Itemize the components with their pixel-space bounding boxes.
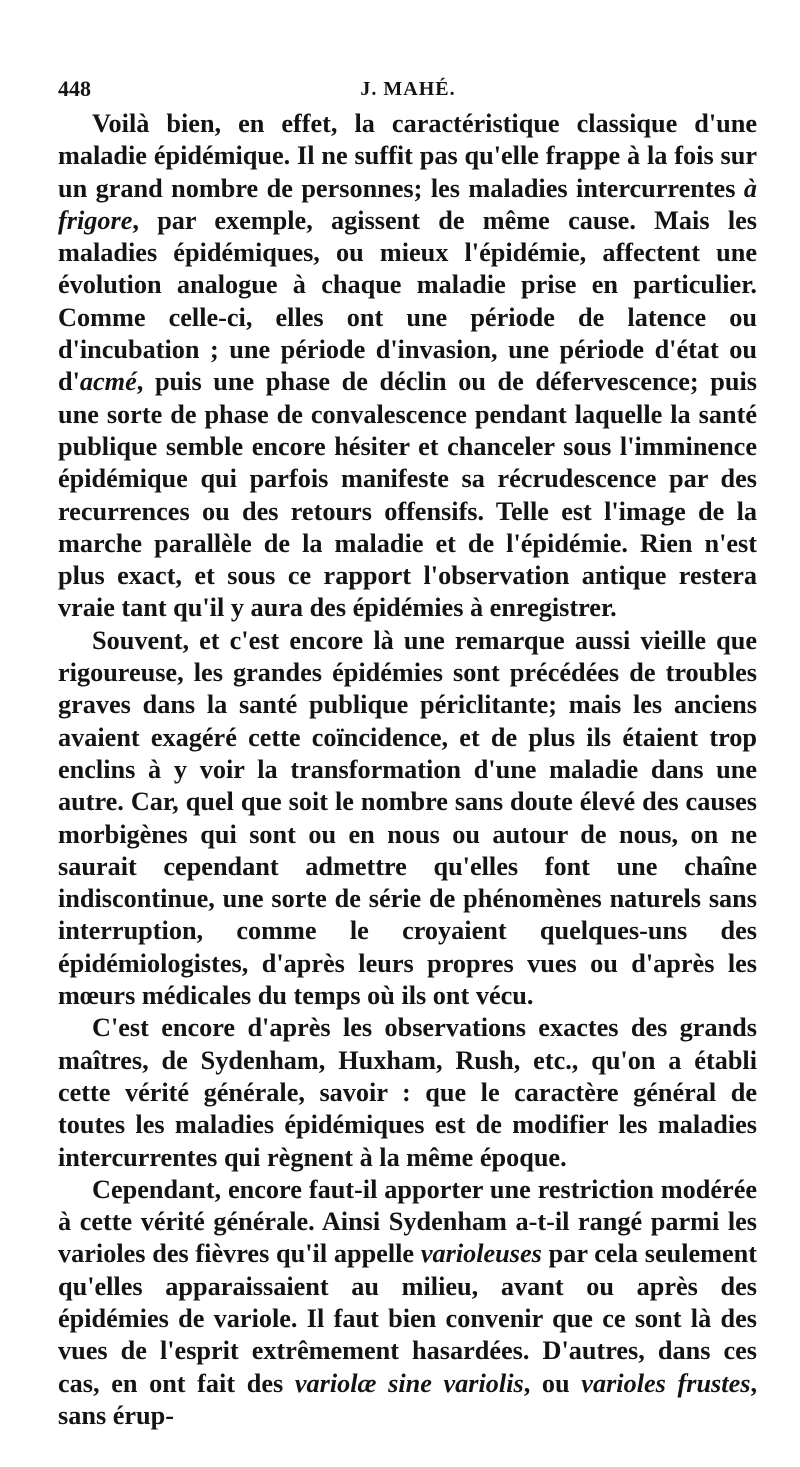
text-run: , ou [523, 1368, 582, 1398]
italic-term: acmé [79, 367, 137, 397]
paragraph-4 [58, 1174, 757, 1432]
paragraph-1 [58, 108, 757, 625]
italic-term: varioleuses [420, 1239, 542, 1269]
running-head: J. MAHÉ. [360, 78, 456, 100]
body-text [58, 108, 757, 1432]
italic-term: variolæ sine variolis [294, 1368, 524, 1398]
text-run: Voilà bien, en effet, la caractéristique classique d'une maladie épidémique. Il ne suffit pas qu'elle frappe à la fois sur un grand nombre de personnes; les maladies intercurrentes [58, 109, 757, 203]
text-run: , puis une phase de déclin ou de défervescence; puis une sorte de phase de convalescence pendant laquelle la santé publique semble encore hésiter et chanceler sous l'imminence épidémique qui parfois manifeste sa récrudescence par des recurrences ou des retours offensifs. Telle est l'image de la marche parallèle de la maladie et de l'épidémie. Rien n'est plus exact, et sous ce rapport l'observation antique restera vraie tant qu'il y aura des épidémies à enregistrer. [58, 367, 757, 623]
italic-term: à frigore [58, 173, 757, 235]
text-run: Cependant, encore faut-il apporter une restriction modérée à cette vérité générale. Ainsi Sydenham a-t-il rangé parmi les varioles des fièvres qu'il appelle [58, 1174, 757, 1269]
text-run: par cela seulement qu'elles apparaissaient au milieu, avant ou après des épidémies de variole. Il faut bien convenir que ce sont là des vues de l'esprit extrêmement hasardées. D'autres, dans ces cas, en ont fait des [58, 1239, 758, 1398]
page-header [58, 74, 758, 104]
paragraph-3: C'est encore d'après les observations exactes des grands maîtres, de Sydenham, Huxham, Rush, etc., qu'on a établi cette vérité générale, savoir : que le caractère général de toutes les maladies épidémiques est de modifier les maladies intercurrentes qui règnent à la même époque. [58, 1013, 757, 1172]
paragraph-2: Souvent, et c'est encore là une remarque aussi vieille que rigoureuse, les grandes épidémies sont précédées de troubles graves dans la santé publique périclitante; mais les anciens avaient exagéré cette coïncidence, et de plus ils étaient trop enclins à y voir la transformation d'une maladie dans une autre. Car, quel que soit le nombre sans doute élevé des causes morbigènes qui sont ou en nous ou autour de nous, on ne saurait cependant admettre qu'elles font une chaîne indiscontinue, une sorte de série de phénomènes naturels sans interruption, comme le croyaient quelques-uns des épidémiologistes, d'après leurs propres vues ou d'après les mœurs médicales du temps où ils ont vécu. [58, 625, 757, 1011]
page-number: 448 [58, 76, 91, 101]
text-run: , sans érup- [58, 1368, 757, 1430]
italic-term: varioles frustes [581, 1368, 751, 1398]
text-run: , par exemple, agissent de même cause. Mais les maladies épidémiques, ou mieux l'épidémie, affectent une évolution analogue à chaque maladie prise en particulier. Comme celle-ci, elles ont une période de latence ou d'incubation ; une période d'invasion, une période d'état ou d' [58, 205, 757, 397]
